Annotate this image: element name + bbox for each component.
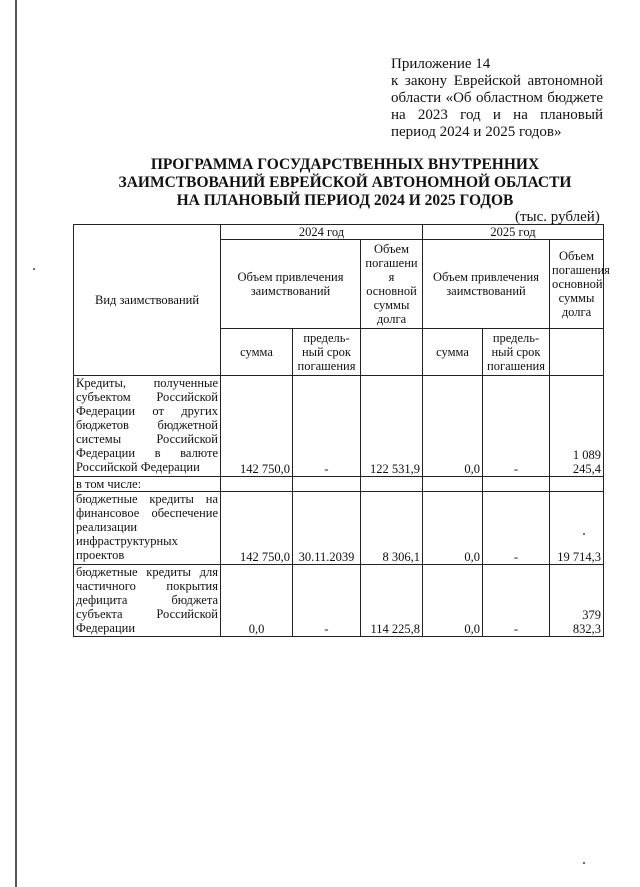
term-2025: - [483,565,550,637]
header-empty [550,329,604,376]
left-margin-line [15,0,17,887]
table-row [74,565,604,637]
repay-2024: 122 531,9 [361,376,423,477]
header-line: основной [552,277,603,291]
desc-line: Федерации [76,621,136,635]
repay-2025: 379 832,3 [550,565,604,637]
document-title [100,156,590,210]
appendix-note [391,56,603,141]
header-attract-2024: Объем привлечения заимствований [221,240,361,329]
term-2025: - [483,492,550,565]
header-line: предель- [492,331,540,345]
title-line: НА ПЛАНОВЫЙ ПЕРИОД 2024 И 2025 ГОДОВ [176,192,514,209]
header-line: предель- [303,331,350,345]
sum-2024: 142 750,0 [221,492,293,565]
sum-2024: 0,0 [221,565,293,637]
sum-2025: 0,0 [423,565,483,637]
appendix-line: на 2023 год и на плановый [391,107,603,123]
term-2024: - [293,376,361,477]
header-sum-2024: сумма [221,329,293,376]
header-term-2024 [293,329,361,376]
title-line: ПРОГРАММА ГОСУДАРСТВЕННЫХ ВНУТРЕННИХ [150,156,540,173]
table-row [74,477,604,492]
header-line: я [388,270,395,284]
appendix-line: период 2024 и 2025 годов» [391,124,562,140]
header-line: погашения [297,359,356,373]
title-line: ЗАИМСТВОВАНИЙ ЕВРЕЙСКОЙ АВТОНОМНОЙ ОБЛАСТИ [118,174,572,191]
desc-line: дефицита бюджета [76,593,218,607]
header-line: погашения [552,263,610,277]
header-sum-2025: сумма [423,329,483,376]
empty-cell [483,477,550,492]
sum-2025: 0,0 [423,492,483,565]
repay-2024: 114 225,8 [361,565,423,637]
header-line: погашения [487,359,545,373]
desc-line: инфраструктурных [76,534,178,548]
desc-line: Кредиты, полученные [76,376,218,390]
row-description [74,492,221,565]
desc-line: бюджетов бюджетной [76,418,218,432]
desc-line: бюджетные кредиты для [76,565,218,579]
header-year-2025: 2025 год [423,225,604,240]
desc-line: проектов [76,548,125,562]
row-description [74,376,221,477]
header-line: ный срок [491,345,541,359]
header-repay-2025 [550,240,610,329]
term-2024: 30.11.2039 [293,492,361,565]
empty-cell [293,477,361,492]
desc-line: финансовое обеспечение [76,506,218,520]
header-term-2025 [483,329,550,376]
appendix-line: к закону Еврейской автономной [391,73,603,89]
desc-line: реализации [76,520,138,534]
empty-cell [361,477,423,492]
appendix-line: Приложение 14 [391,56,491,72]
repay-2025: 19 714,3 [550,492,604,565]
header-line: погашени [365,256,418,270]
appendix-line: области «Об областном бюджете [391,90,603,106]
sum-2025: 0,0 [423,376,483,477]
desc-line: Федерации в валюте [76,446,218,460]
header-line: долга [561,305,592,319]
term-2024: - [293,565,361,637]
borrowing-table [73,224,610,637]
desc-line: субъекта Российской [76,607,218,621]
empty-cell [221,477,293,492]
header-line: долга [376,312,407,326]
header-line: суммы [558,291,595,305]
desc-line: Федерации от других [76,404,218,418]
desc-line: субъектом Российской [76,390,218,404]
empty-cell [423,477,483,492]
units-label: (тыс. рублей) [515,209,600,225]
header-line: основной [366,284,417,298]
desc-line: Российской Федерации [76,460,200,474]
table-row [74,492,604,565]
header-repay-2024 [361,240,423,329]
header-attract-2025: Объем привлечения заимствований [423,240,550,329]
row-description [74,565,221,637]
header-empty [361,329,423,376]
header-line: суммы [373,298,410,312]
repay-2024: 8 306,1 [361,492,423,565]
header-year-2024: 2024 год [221,225,423,240]
repay-2025: 1 089 245,4 [550,376,604,477]
term-2025: - [483,376,550,477]
header-line: Объем [374,242,409,256]
section-label: в том числе: [74,477,221,492]
table-row [74,376,604,477]
scan-speck [583,862,585,864]
header-line: Объем [559,249,594,263]
header-kind: Вид заимствований [74,225,221,376]
desc-line: системы Российской [76,432,218,446]
desc-line: бюджетные кредиты на [76,492,218,506]
header-line: ный срок [301,345,352,359]
scan-speck [33,268,35,270]
empty-cell [550,477,604,492]
desc-line: частичного покрытия [76,579,218,593]
sum-2024: 142 750,0 [221,376,293,477]
